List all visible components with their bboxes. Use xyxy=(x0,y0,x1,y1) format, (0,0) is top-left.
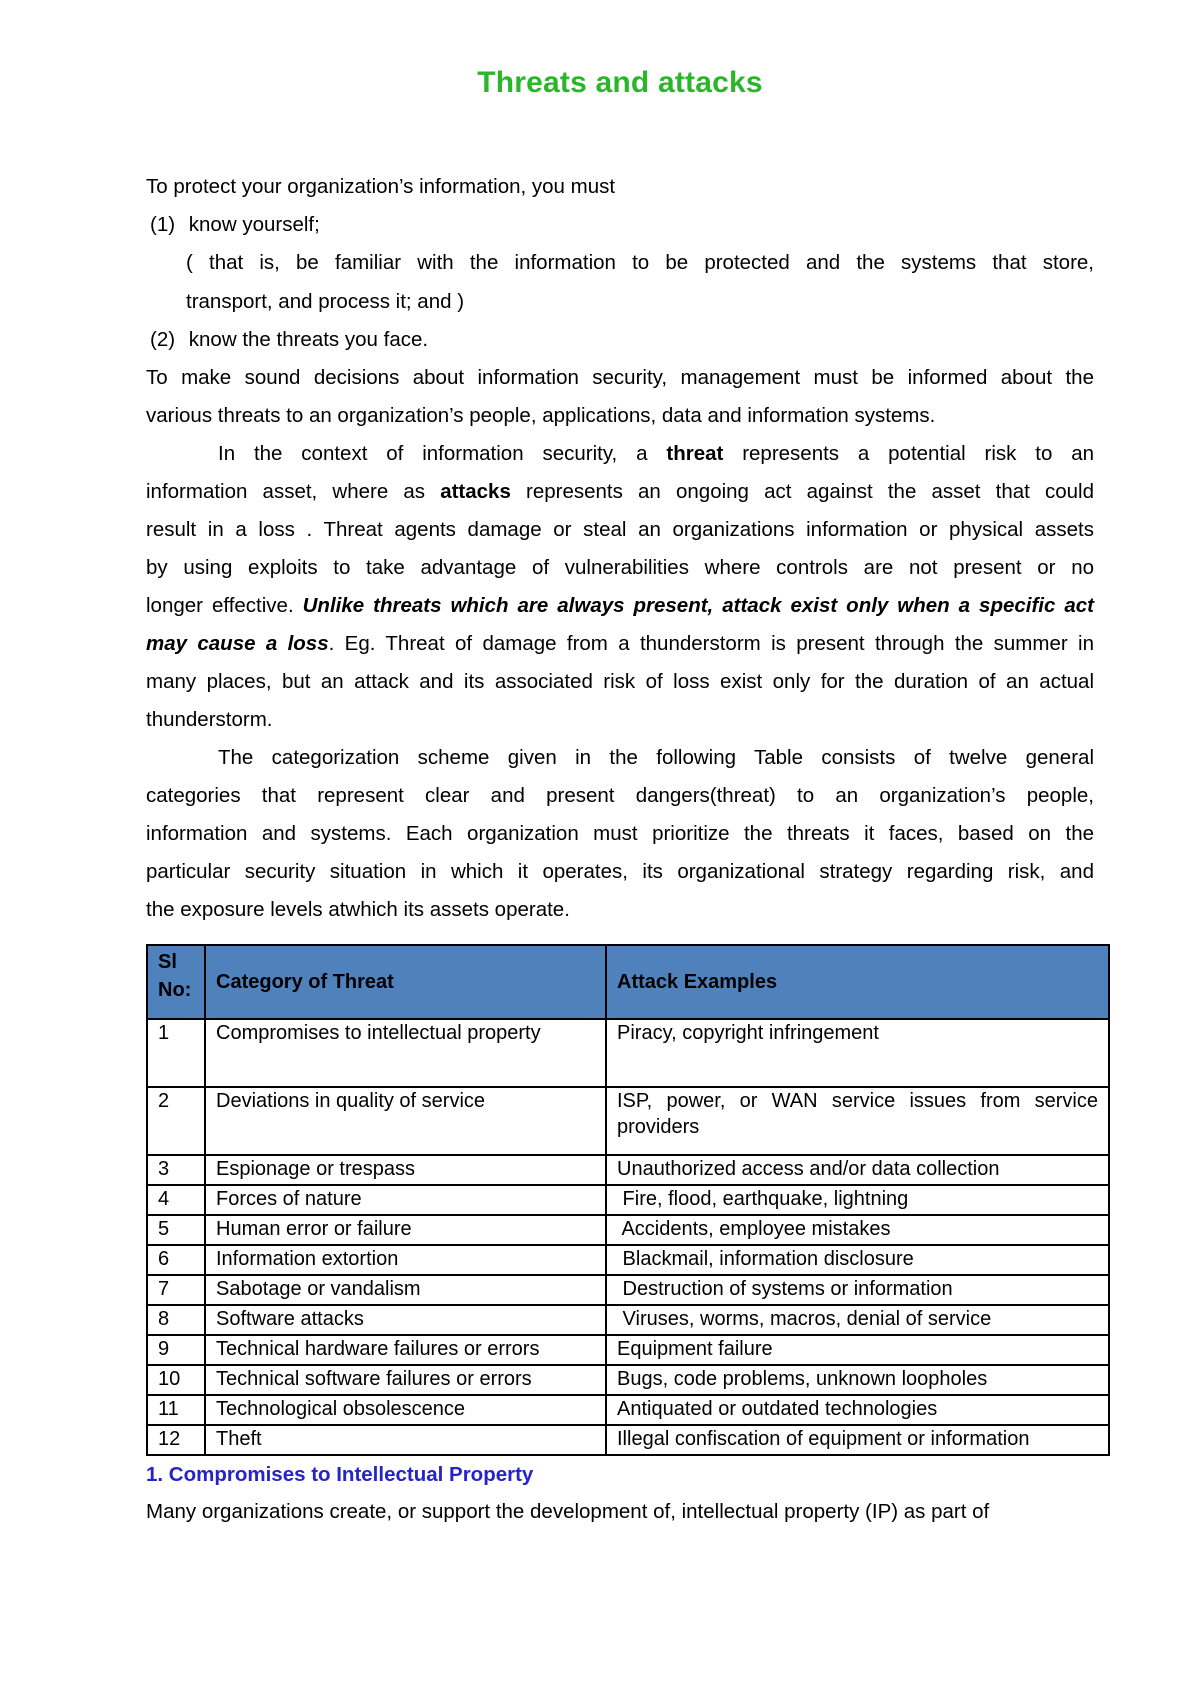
list-note-line: ( that is, be familiar with the information to be protected and the systems that store, xyxy=(186,251,1094,274)
paragraph-line: many places, but an attack and its associated risk of loss exist only for the duration of an actual xyxy=(146,670,1094,693)
header-examples: Attack Examples xyxy=(606,945,1109,1019)
table-row xyxy=(147,1305,1109,1335)
table-row xyxy=(147,1185,1109,1215)
list-number: (2) xyxy=(150,328,176,351)
cell-category: Human error or failure xyxy=(205,1215,606,1245)
cell-category: Information extortion xyxy=(205,1245,606,1275)
cell-sl-no: 10 xyxy=(147,1365,205,1395)
cell-examples: Fire, flood, earthquake, lightning xyxy=(606,1185,1109,1215)
threats-table xyxy=(146,944,1110,1456)
cell-examples: Blackmail, information disclosure xyxy=(606,1245,1109,1275)
paragraph-line: by using exploits to take advantage of vulnerabilities where controls are not present or no xyxy=(146,556,1094,579)
cell-sl-no: 2 xyxy=(147,1087,205,1155)
paragraph-line: the exposure levels atwhich its assets operate. xyxy=(146,898,570,921)
table-row xyxy=(147,1365,1109,1395)
cell-category: Technical hardware failures or errors xyxy=(205,1335,606,1365)
table-body xyxy=(147,1019,1109,1455)
cell-examples: Destruction of systems or information xyxy=(606,1275,1109,1305)
paragraph-line: categories that represent clear and present dangers(threat) to an organization’s people, xyxy=(146,784,1094,807)
cell-category: Sabotage or vandalism xyxy=(205,1275,606,1305)
cell-examples: Equipment failure xyxy=(606,1335,1109,1365)
intro-line: To protect your organization’s information, you must xyxy=(146,175,616,198)
list-note-line: transport, and process it; and ) xyxy=(186,290,465,313)
page-title: Threats and attacks xyxy=(477,66,763,99)
attacks-term: attacks xyxy=(440,480,511,503)
cell-examples: Illegal confiscation of equipment or information xyxy=(606,1425,1109,1455)
cell-examples: Antiquated or outdated technologies xyxy=(606,1395,1109,1425)
cell-sl-no: 7 xyxy=(147,1275,205,1305)
cell-category: Deviations in quality of service xyxy=(205,1087,606,1155)
cell-examples: ISP, power, or WAN service issues from service providers xyxy=(606,1087,1109,1155)
cell-category: Technical software failures or errors xyxy=(205,1365,606,1395)
paragraph-line: information and systems. Each organization must prioritize the threats it faces, based on the xyxy=(146,822,1094,845)
table-row xyxy=(147,1395,1109,1425)
header-sl-no: Sl No: xyxy=(147,945,205,1019)
paragraph-line: longer effective. Unlike threats which are always present, attack exist only when a specific act xyxy=(146,594,1095,617)
section-heading: 1. Compromises to Intellectual Property xyxy=(146,1463,534,1486)
cell-examples: Accidents, employee mistakes xyxy=(606,1215,1109,1245)
cell-category: Forces of nature xyxy=(205,1185,606,1215)
paragraph-line: may cause a loss. Eg. Threat of damage from a thunderstorm is present through the summer in xyxy=(146,632,1094,655)
section-text: Many organizations create, or support the development of, intellectual property (IP) as part of xyxy=(146,1500,990,1523)
cell-category: Compromises to intellectual property xyxy=(205,1019,606,1087)
cell-category: Software attacks xyxy=(205,1305,606,1335)
table-row xyxy=(147,1087,1109,1155)
paragraph-line: particular security situation in which it operates, its organizational strategy regarding risk, and xyxy=(146,860,1094,883)
emphasis-text: Unlike threats which are always present, attack exist only when a specific act xyxy=(302,594,1095,617)
table-row xyxy=(147,1155,1109,1185)
cell-sl-no: 8 xyxy=(147,1305,205,1335)
cell-sl-no: 9 xyxy=(147,1335,205,1365)
cell-sl-no: 5 xyxy=(147,1215,205,1245)
list-item-1 xyxy=(150,213,320,237)
table-row xyxy=(147,1019,1109,1087)
paragraph-line: thunderstorm. xyxy=(146,708,273,731)
cell-sl-no: 1 xyxy=(147,1019,205,1087)
cell-examples: Bugs, code problems, unknown loopholes xyxy=(606,1365,1109,1395)
table-header-row xyxy=(147,945,1109,1019)
cell-examples: Viruses, worms, macros, denial of service xyxy=(606,1305,1109,1335)
emphasis-text: may cause a loss xyxy=(146,632,329,655)
cell-sl-no: 4 xyxy=(147,1185,205,1215)
cell-category: Technological obsolescence xyxy=(205,1395,606,1425)
paragraph-line: The categorization scheme given in the following Table consists of twelve general xyxy=(218,746,1094,769)
cell-sl-no: 12 xyxy=(147,1425,205,1455)
cell-sl-no: 6 xyxy=(147,1245,205,1275)
cell-examples: Piracy, copyright infringement xyxy=(606,1019,1109,1087)
paragraph-line: result in a loss . Threat agents damage or steal an organizations information or physical assets xyxy=(146,518,1094,541)
cell-sl-no: 3 xyxy=(147,1155,205,1185)
paragraph-line: various threats to an organization’s people, applications, data and information systems. xyxy=(146,404,936,427)
table-row xyxy=(147,1425,1109,1455)
list-text: know the threats you face. xyxy=(188,328,429,351)
table-row xyxy=(147,1275,1109,1305)
list-number: (1) xyxy=(150,213,176,236)
threat-term: threat xyxy=(666,442,724,465)
list-item-2 xyxy=(150,328,428,352)
paragraph-line: In the context of information security, a threat represents a potential risk to an xyxy=(218,442,1094,465)
paragraph-line: information asset, where as attacks represents an ongoing act against the asset that could xyxy=(146,480,1095,503)
cell-sl-no: 11 xyxy=(147,1395,205,1425)
table-row xyxy=(147,1215,1109,1245)
list-text: know yourself; xyxy=(188,213,320,236)
table-row xyxy=(147,1245,1109,1275)
cell-category: Theft xyxy=(205,1425,606,1455)
paragraph-line: To make sound decisions about information security, management must be informed about the xyxy=(146,366,1094,389)
cell-category: Espionage or trespass xyxy=(205,1155,606,1185)
cell-examples: Unauthorized access and/or data collection xyxy=(606,1155,1109,1185)
header-category: Category of Threat xyxy=(205,945,606,1019)
table-row xyxy=(147,1335,1109,1365)
